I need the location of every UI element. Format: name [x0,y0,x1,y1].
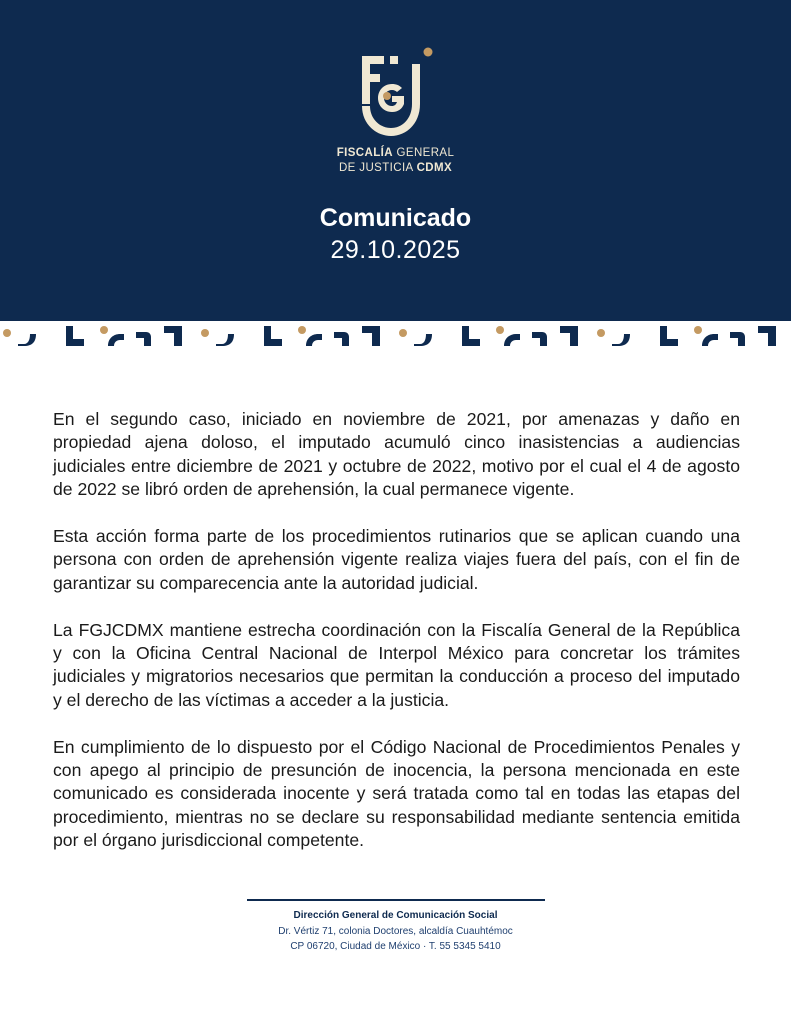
body-paragraph: La FGJCDMX mantiene estrecha coordinación con la Fiscalía General de la República y con la Oficina Central Nacional de Interpol México para concretar los trámites judiciales y migratorios necesarios que permitan la conducción a proceso del imputado y el derecho de las víctimas a acceder a la justicia. [53,619,740,710]
press-release-body [53,408,740,876]
body-paragraph: En cumplimiento de lo dispuesto por el Código Nacional de Procedimientos Penales y con apego al principio de presunción de inocencia, la persona mencionada en este comunicado es considerada inocente y será tratada como tal en todas las etapas del procedimiento, mientras no se declare su responsabilidad mediante sentencia emitida por el órgano jurisdiccional competente. [53,736,740,851]
fgj-logo [354,44,438,144]
footer-address: Dr. Vértiz 71, colonia Doctores, alcaldía Cuauhtémoc [278,926,513,937]
footer-department: Dirección General de Comunicación Social [293,910,498,921]
footer-contact: CP 06720, Ciudad de México · T. 55 5345 5410 [290,941,501,952]
decorative-pattern-strip [0,322,791,348]
document-date: 29.10.2025 [330,236,461,264]
org-name-line1: FISCALÍA GENERAL [336,147,455,159]
header-banner [0,0,791,321]
body-paragraph: Esta acción forma parte de los procedimientos rutinarios que se aplican cuando una persona con orden de aprehensión vigente realiza viajes fuera del país, con el fin de garantizar su comparecencia ante la autoridad judicial. [53,526,740,593]
body-paragraph: En el segundo caso, iniciado en noviembre de 2021, por amenazas y daño en propiedad ajena doloso, el imputado acumuló cinco inasistencias a audiencias judiciales entre diciembre de 2021 y octubre de 2022, motivo por el cual el 4 de agosto de 2022 se libró orden de aprehensión, la cual permanece vigente. [53,409,740,500]
org-name-line2: DE JUSTICIA CDMX [338,162,453,174]
footer-divider [247,899,545,901]
document-type-title: Comunicado [319,204,472,232]
